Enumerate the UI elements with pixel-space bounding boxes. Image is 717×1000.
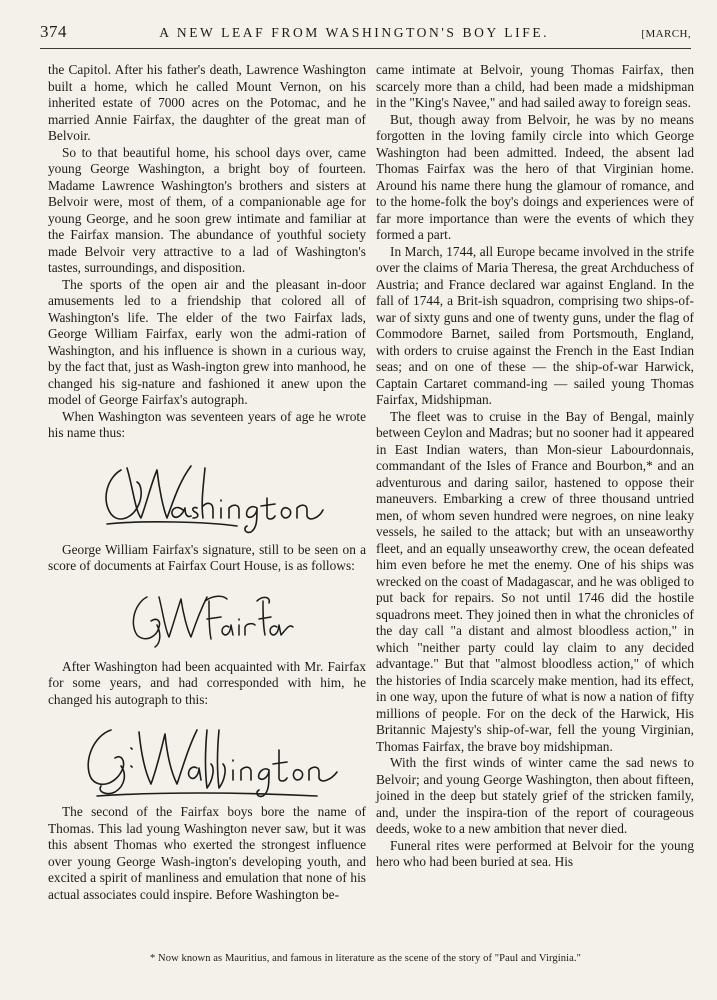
paragraph: the Capitol. After his father's death, Lawrence Washington built a home, which he called Mount Vernon, on his inherited estate of 7000 acres on the Potomac, and he married Annie Fairfax, the daughter of the great man of Belvoir. [48, 62, 366, 143]
paragraph: Funeral rites were performed at Belvoir for the young hero who had been buried at sea. His [376, 837, 694, 869]
washington-early-signature [87, 448, 327, 538]
paragraph: With the first winds of winter came the sad news to Belvoir; and young George Washington, then about fifteen, joined in the deep but stately grief of the stricken family, and, under the inspira-tion of the report of courageous deeds, woke to a new ambition that never died. [376, 755, 694, 836]
paragraph: George William Fairfax's signature, still to be seen on a score of documents at Fairfax Court House, is as follows: [48, 541, 366, 573]
paragraph: came intimate at Belvoir, young Thomas Fairfax, then scarcely more than a child, had been made a midshipman in the "King's Navee," and had sailed away to foreign seas. [376, 62, 694, 110]
fairfax-signature [117, 583, 297, 653]
paragraph: But, though away from Belvoir, he was by no means forgotten in the loving family circle into which George Washington had been admitted. Indeed, the absent lad Thomas Fairfax was the hero of that Virginian home. Around his name there hung the glamour of romance, and to the home-folk the boy's doings and experiences were of far more importance than were the events of which they formed a part. [376, 111, 694, 242]
paragraph: When Washington was seventeen years of age he wrote his name thus: [48, 408, 366, 440]
paragraph: The sports of the open air and the pleasant in-door amusements led to a friendship that colored all of Washington's life. The elder of the two Fairfax lads, George William Fairfax, early won the admi-ration of Washington, and his influence is shown in a curious way, by the fact that, just as Wash-ington grew into manhood, he changed his sig-nature and fashioned it anew upon the model of George Fairfax's autograph. [48, 276, 366, 407]
paragraph: In March, 1744, all Europe became involved in the strife over the claims of Maria Theresa, the great Archduchess of Austria; and France declared war against England. In the fall of 1744, a Brit-ish squadron, comprising two ships-of-war of sixty guns and one of twenty guns, under the flag of Commodore Barnet, sailed from Portsmouth, England, with orders to cruise against the French in the East Indian seas; and on one of these — the ship-of-war Harwick, Captain Cartaret command-ing — sailed young Thomas Fairfax, Midshipman. [376, 243, 694, 407]
running-head [40, 22, 691, 46]
washington-later-signature [67, 712, 347, 802]
paragraph: The second of the Fairfax boys bore the name of Thomas. This lad young Washington never saw, but it was this absent Thomas who exerted the strongest influence over young George Wash-ington's developing youth, and excited a spirit of manliness and emulation that none of his actual associates could inspire. Before Washington be- [48, 804, 366, 902]
page-number: 374 [40, 22, 67, 41]
paragraph: So to that beautiful home, his school days over, came young George Washington, a bright boy of fourteen. Madame Lawrence Washington's brothers and sisters at Belvoir were, most of them, of a companionable age for young George, and he soon grew intimate and familiar at the Fairfax mansion. The abundance of youthful society made Belvoir very attractive to a lad of Washington's tastes, surroundings, and disposition. [48, 144, 366, 275]
header-rule [40, 48, 691, 49]
running-title: A NEW LEAF FROM WASHINGTON'S BOY LIFE. [159, 25, 550, 40]
left-column [48, 62, 366, 903]
paragraph: The fleet was to cruise in the Bay of Bengal, mainly between Ceylon and Madras; but no sooner had it appeared in East Indian waters, than Mon-sieur Labourdonnais, commandant of the Isles of France and Bourbon,* and an adventurous and daring sailor, hastened to oppose their maneuvers. Embarking a crew of three thousand untried men, of whom seven hundred were negroes, on nine leaky vessels, he sailed to the attack; but with an unseaworthy fleet, and an equally unseaworthy crew, the ocean defeated him even before he met the enemy. One of his ships was wrecked on the coast of Madagascar, and he was obliged to put back for repairs. So not until 1746 did the hostile squadrons meet. They joined then in what the chronicles of the day call "a distant and almost bloodless action," in which "neither party could lay claim to any decided advantage." But that "almost bloodless action," of which the histories of India scarcely make mention, had its effect, in one way, upon the future of what is now a nation of fifty millions of people. For on the deck of the Harwick, His Britannic Majesty's ship-of-war, fell the young Virginian, Thomas Fairfax, the brave boy midshipman. [376, 408, 694, 754]
running-month: [MARCH, [641, 28, 691, 40]
right-column [376, 62, 694, 871]
footnote: * Now known as Mauritius, and famous in literature as the scene of the story of "Paul and Virginia." [149, 953, 582, 964]
paragraph: After Washington had been acquainted with Mr. Fairfax for some years, and had corresponded with him, he changed his autograph to this: [48, 658, 366, 707]
